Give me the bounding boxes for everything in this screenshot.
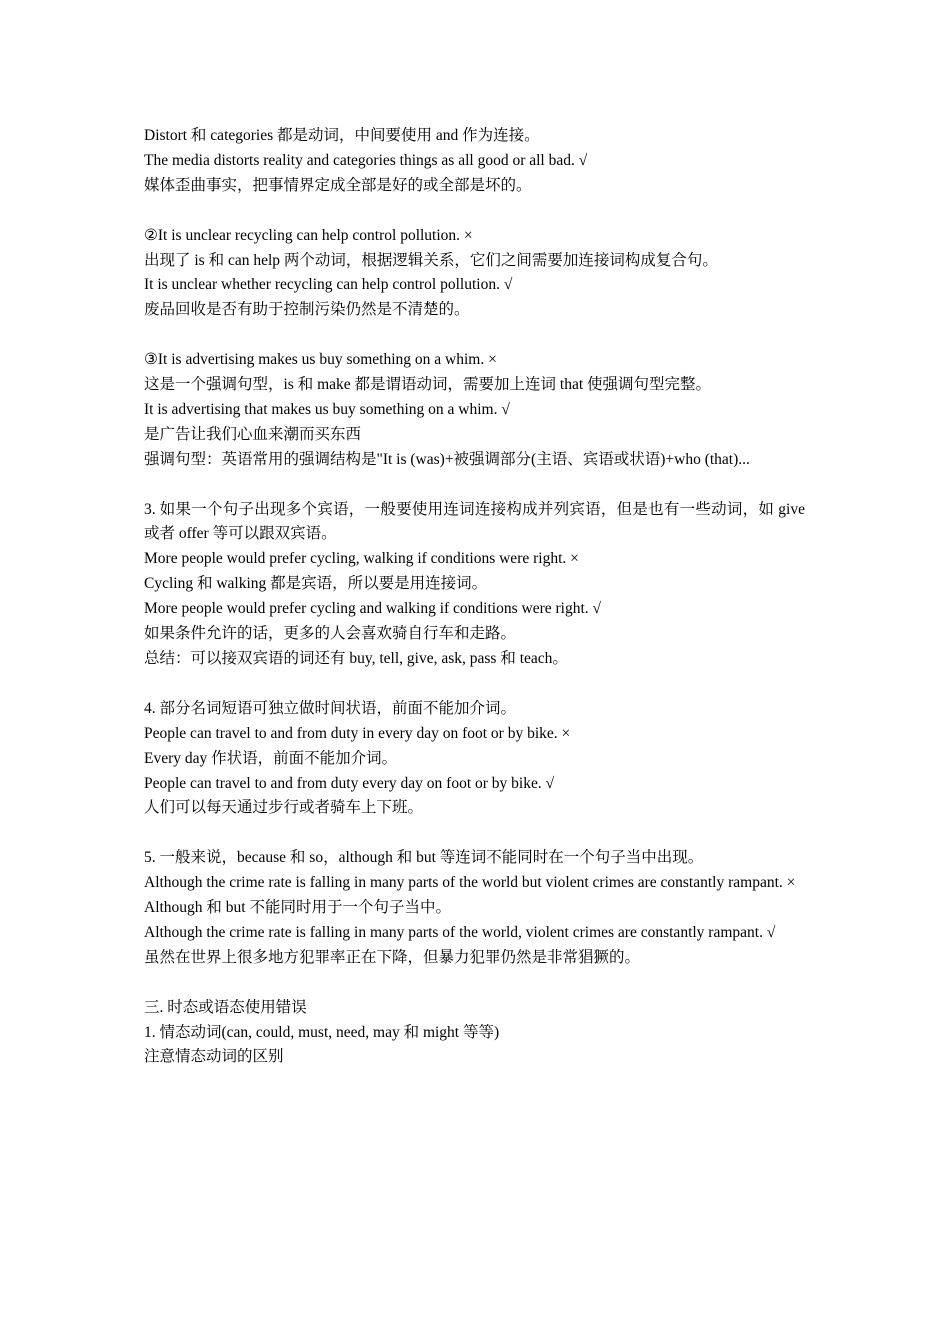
example-correct: People can travel to and from duty every day on foot or by bike. √	[144, 774, 555, 792]
text-line: Distort 和 categories 都是动词，中间要使用 and 作为连接。	[144, 127, 540, 144]
blank-line	[144, 473, 805, 498]
example-wrong: More people would prefer cycling, walking if conditions were right. ×	[144, 550, 579, 568]
translation-line: 如果条件允许的话，更多的人会喜欢骑自行车和走路。	[144, 625, 517, 643]
example-correct: More people would prefer cycling and walking if conditions were right. √	[144, 600, 602, 618]
text-line: 注意情态动词的区别	[144, 1048, 284, 1066]
explanation-line: 出现了 is 和 can help 两个动词，根据逻辑关系，它们之间需要加连接词构成复合句。	[144, 251, 718, 269]
example-correct: The media distorts reality and categories things as all good or all bad. √	[144, 151, 588, 169]
example-wrong: ②It is unclear recycling can help control pollution. ×	[144, 226, 473, 244]
translation-line: 废品回收是否有助于控制污染仍然是不清楚的。	[144, 301, 470, 319]
example-wrong: Although the crime rate is falling in many parts of the world but violent crimes are constantly rampant. ×	[144, 874, 796, 892]
explanation-line: Every day 作状语，前面不能加介词。	[144, 749, 398, 767]
blank-line	[144, 821, 805, 846]
section-heading: 1. 情态动词(can, could, must, need, may 和 might 等等)	[144, 1023, 500, 1041]
explanation-line: Cycling 和 walking 都是宾语，所以要是用连接词。	[144, 575, 488, 593]
section-heading: 4. 部分名词短语可独立做时间状语，前面不能加介词。	[144, 699, 517, 717]
section-heading: 5. 一般来说，because 和 so，although 和 but 等连词不能同时在一个句子当中出现。	[144, 849, 704, 867]
section-heading: 3. 如果一个句子出现多个宾语，一般要使用连词连接构成并列宾语，但是也有一些动词，如 give 或者 offer 等可以跟双宾语。	[144, 500, 805, 543]
example-correct: It is unclear whether recycling can help control pollution. √	[144, 276, 513, 294]
example-correct: It is advertising that makes us buy something on a whim. √	[144, 400, 510, 418]
blank-line	[144, 971, 805, 996]
blank-line	[144, 199, 805, 224]
translation-line: 人们可以每天通过步行或者骑车上下班。	[144, 799, 424, 817]
blank-line	[144, 672, 805, 697]
explanation-line: Although 和 but 不能同时用于一个句子当中。	[144, 899, 451, 917]
example-wrong: ③It is advertising makes us buy something on a whim. ×	[144, 351, 497, 369]
explanation-line: 这是一个强调句型，is 和 make 都是谓语动词，需要加上连词 that 使强调句型完整。	[144, 376, 712, 394]
example-correct: Although the crime rate is falling in many parts of the world, violent crimes are constantly rampant. √	[144, 923, 776, 941]
translation-line: 虽然在世界上很多地方犯罪率正在下降，但暴力犯罪仍然是非常猖獗的。	[144, 948, 641, 966]
chapter-heading: 三. 时态或语态使用错误	[144, 998, 307, 1016]
example-wrong: People can travel to and from duty in every day on foot or by bike. ×	[144, 724, 571, 742]
translation-line: 媒体歪曲事实，把事情界定成全部是好的或全部是坏的。	[144, 176, 532, 194]
document-body	[144, 124, 805, 1070]
translation-line: 是广告让我们心血来潮而买东西	[144, 425, 362, 443]
blank-line	[144, 323, 805, 348]
summary-line: 总结：可以接双宾语的词还有 buy, tell, give, ask, pass 和 teach。	[144, 649, 568, 667]
note-line: 强调句型：英语常用的强调结构是"It is (was)+被强调部分(主语、宾语或状语)+who (that)...	[144, 450, 750, 468]
